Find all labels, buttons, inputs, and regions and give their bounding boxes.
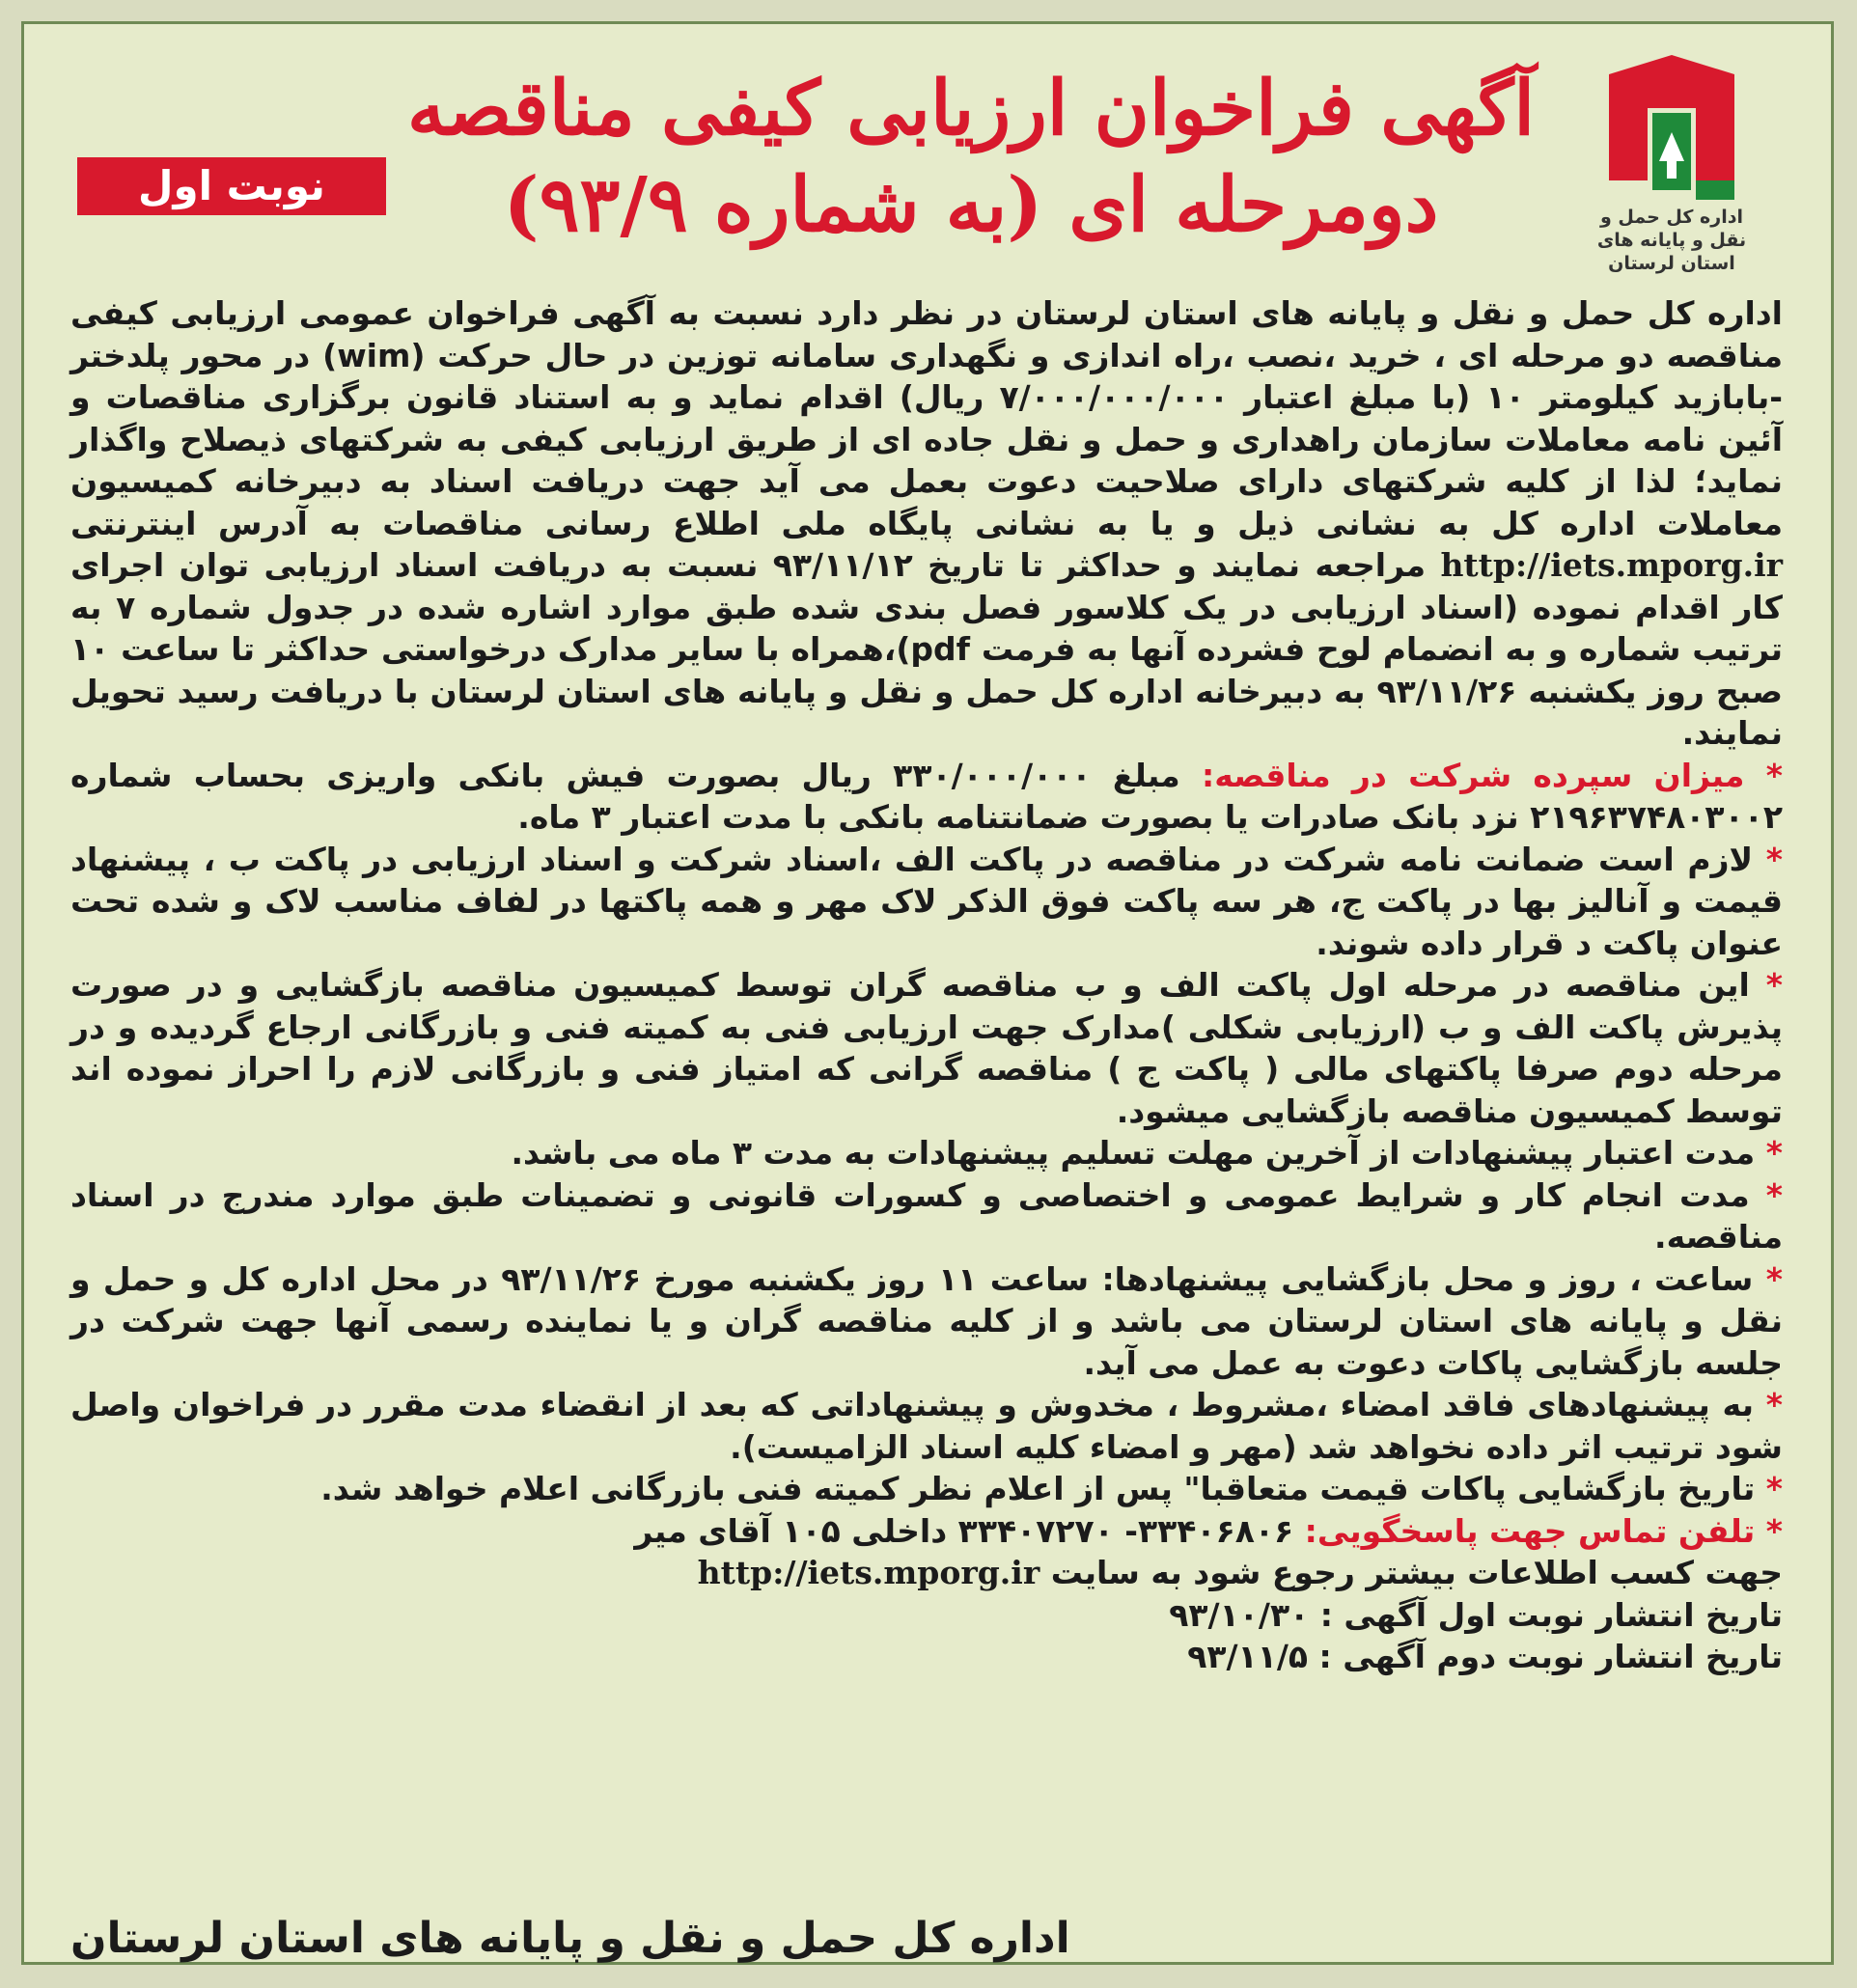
intro-url-link[interactable]: http://iets.mporg.ir	[1440, 546, 1783, 584]
list-item-text: ساعت ، روز و محل بازگشایی پیشنهادها: ساعت ۱۱ روز یکشنبه مورخ ۹۳/۱۱/۲۶ در محل اداره کل و حمل و نقل و پایانه های استان لرستان می باشد و از کلیه مناقصه گران و یا نماینده رسمی آنها جهت شرکت در جلسه بازگشایی پاکات دعوت به عمل می آید.	[70, 1259, 1783, 1382]
intro-paragraph	[70, 292, 1783, 755]
bullet-icon: *	[1765, 1259, 1783, 1298]
list-item-text: این مناقصه در مرحله اول پاکت الف و ب مناقصه گران توسط کمیسیون مناقصه بازگشایی و در صورت پذیرش پاکت الف و ب (ارزیابی شکلی )مدارک جهت ارزیابی فنی به کمیته فنی و بازرگانی ارجاع گردیده و در مرحله دوم صرفا پاکتهای مالی ( پاکت ج ) مناقصه گرانی که امتیاز فنی و بازرگانی لازم را احراز نموده اند توسط کمیسیون مناقصه بازگشایی میشود.	[70, 966, 1783, 1130]
second-publication-date: تاریخ انتشار نوبت دوم آگهی : ۹۳/۱۱/۵	[1187, 1638, 1783, 1675]
title-line1: آگهی فراخوان ارزیابی کیفی مناقصه	[406, 65, 1536, 152]
list-item	[70, 1468, 1783, 1510]
list-item	[70, 839, 1783, 965]
more-info-url-link[interactable]: http://iets.mporg.ir	[697, 1554, 1040, 1591]
deposit-item	[70, 755, 1783, 839]
bullet-icon: *	[1765, 756, 1783, 794]
logo-caption-line2: استان لرستان	[1608, 253, 1735, 274]
deposit-label: میزان سپرده شرکت در مناقصه:	[1202, 756, 1745, 794]
list-item	[70, 1174, 1783, 1258]
list-item	[70, 1132, 1783, 1174]
list-item-text: تاریخ بازگشایی پاکات قیمت متعاقبا" پس از اعلام نظر کمیته فنی بازرگانی اعلام خواهد شد.	[320, 1470, 1756, 1507]
transport-logo-icon	[1599, 55, 1744, 200]
contact-item	[70, 1510, 1783, 1553]
list-item-text: به پیشنهادهای فاقد امضاء ،مشروط ، مخدوش و پیشنهاداتی که بعد از انقضاء مدت مقرر در فراخوان واصل شود ترتیب اثر داده نخواهد شد (مهر و امضاء کلیه اسناد الزامیست).	[70, 1386, 1783, 1466]
contact-phone: ۳۳۴۰۶۸۰۶- ۳۳۴۰۷۲۷۰ داخلی ۱۰۵ آقای میر	[634, 1511, 1294, 1550]
more-info	[70, 1552, 1783, 1594]
edition-badge: نوبت اول	[77, 157, 386, 215]
title-line2: دومرحله ای (به شماره ۹۳/۹)	[503, 161, 1439, 249]
intro-part1: اداره کل حمل و نقل و پایانه های استان لرستان در نظر دارد نسبت به آگهی فراخوان عمومی ارزیابی کیفی مناقصه دو مرحله ای ، خرید ،نصب ،راه اندازی و نگهداری سامانه توزین در حال حرکت (wim) در محور پلدختر -بابازید کیلومتر ۱۰ (با مبلغ اعتبار ۷/۰۰۰/۰۰۰/۰۰۰ ریال) اقدام نماید و به استناد قانون برگزاری مناقصات و آئین نامه معاملات سازمان راهداری و حمل و نقل جاده ای از طریق ارزیابی کیفی به شرکتهای ذیصلاح واگذار نماید؛ لذا از کلیه شرکتهای دارای صلاحیت دعوت بعمل می آید جهت دریافت اسناد به دبیرخانه کمیسیون معاملات اداره کل به نشانی ذیل و یا به نشانی پایگاه ملی اطلاع رسانی مناقصات به آدرس اینترنتی	[70, 294, 1783, 542]
list-item-text: مدت انجام کار و شرایط عمومی و اختصاصی و کسورات قانونی و تضمینات طبق موارد مندرج در اسناد مناقصه.	[70, 1175, 1783, 1256]
intro-part2: مراجعه نمایند و حداکثر تا تاریخ ۹۳/۱۱/۱۲ نسبت به دریافت اسناد ارزیابی توان اجرای کار اقدام نموده (اسناد ارزیابی در یک کلاسور فصل بندی شده طبق موارد اشاره شده در جدول شماره ۷ به ترتیب شماره و به انضمام لوح فشرده آنها به فرمت pdf)،همراه با سایر مدارک درخواستی حداکثر تا ساعت ۱۰ صبح روز یکشنبه ۹۳/۱۱/۲۶ به دبیرخانه اداره کل حمل و نقل و پایانه های استان لرستان با دریافت رسید تحویل نمایند.	[70, 546, 1784, 752]
publication-dates	[70, 1594, 1783, 1678]
list-item	[70, 964, 1783, 1132]
org-logo	[1590, 55, 1754, 277]
page-title	[391, 61, 1551, 254]
bullet-icon: *	[1765, 966, 1784, 1004]
contact-label: تلفن تماس جهت پاسخگویی:	[1304, 1511, 1756, 1550]
signature: اداره کل حمل و نقل و پایانه های استان لرستان	[70, 1914, 1070, 1963]
list-item	[70, 1258, 1783, 1385]
advertisement-page	[21, 21, 1834, 1965]
more-info-text: جهت کسب اطلاعات بیشتر رجوع شود به سایت	[1050, 1554, 1783, 1591]
deposit-text: مبلغ ۳۳۰/۰۰۰/۰۰۰ ریال بصورت فیش بانکی واریزی بحساب شماره ۲۱۹۶۳۷۴۸۰۳۰۰۲ نزد بانک صادرات یا بصورت ضمانتنامه بانکی با مدت اعتبار ۳ ماه.	[70, 756, 1783, 836]
list-item-text: مدت اعتبار پیشنهادات از آخرین مهلت تسلیم پیشنهادات به مدت ۳ ماه می باشد.	[511, 1134, 1756, 1172]
bullet-icon: *	[1765, 840, 1783, 878]
bullet-icon: *	[1765, 1175, 1783, 1214]
notice-body	[70, 292, 1783, 1678]
logo-caption-line1: اداره کل حمل و نقل و پایانه های	[1596, 207, 1747, 251]
bullet-icon: *	[1765, 1386, 1783, 1423]
bullet-icon: *	[1765, 1470, 1783, 1507]
bullet-icon: *	[1765, 1511, 1783, 1550]
list-item-text: لازم است ضمانت نامه شرکت در مناقصه در پاکت الف ،اسناد شرکت و اسناد ارزیابی در پاکت ب ، پیشنهاد قیمت و آنالیز بها در پاکت ج، هر سه پاکت فوق الذکر لاک مهر و همه پاکتها در لفاف مناسب لاک و شده تحت عنوان پاکت د قرار داده شوند.	[70, 840, 1783, 962]
list-item	[70, 1384, 1783, 1468]
first-publication-date: تاریخ انتشار نوبت اول آگهی : ۹۳/۱۰/۳۰	[1169, 1595, 1783, 1634]
bullet-icon: *	[1765, 1134, 1783, 1172]
